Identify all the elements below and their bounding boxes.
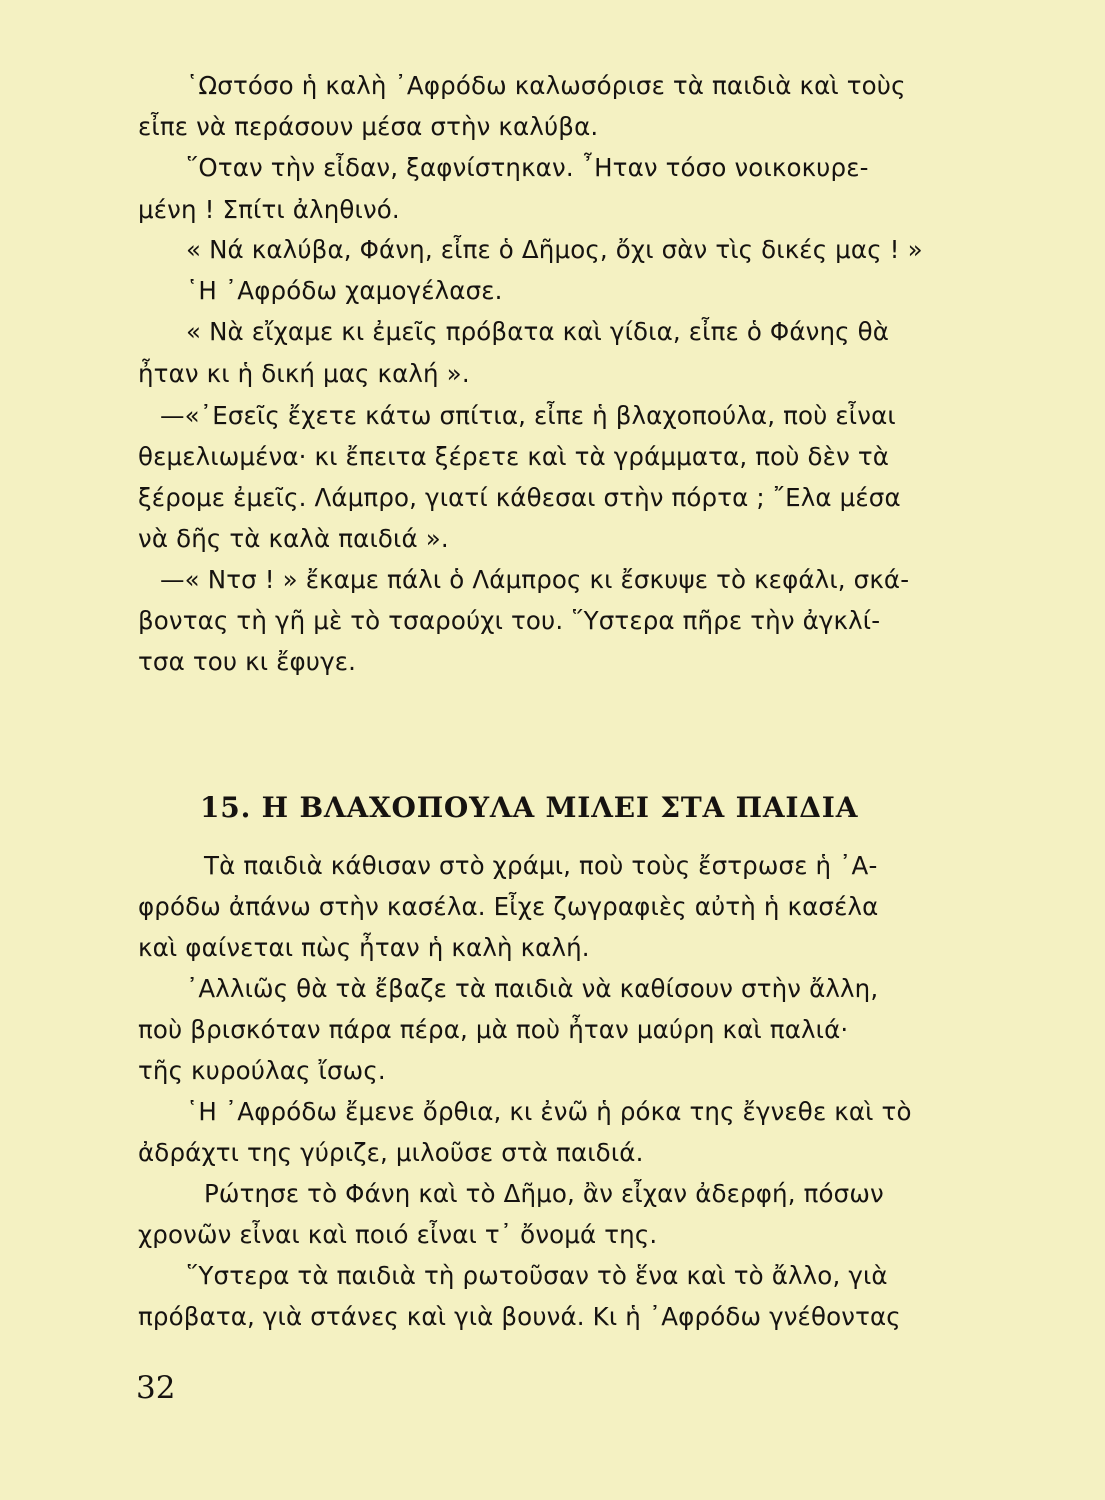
chapter-line-12: πρόβατα, γιὰ στάνες καὶ γιὰ βουνά. Κι ἡ ᾿Αφρόδω γνέθοντας bbox=[138, 1302, 901, 1331]
body-line-5: « Νά καλύβα, Φάνη, εἶπε ὁ Δῆμος, ὄχι σὰν τὶς δικές μας ! » bbox=[186, 235, 923, 264]
body-line-14: βοντας τὴ γῆ μὲ τὸ τσαρούχι του. ῞Υστερα πῆρε τὴν ἀγκλί- bbox=[138, 606, 881, 635]
chapter-heading: 15. Η ΒΛΑΧΟΠΟΥΛΑ ΜΙΛΕΙ ΣΤΑ ΠΑΙΔΙΑ bbox=[200, 791, 859, 824]
chapter-line-11: ῞Υστερα τὰ παιδιὰ τὴ ρωτοῦσαν τὸ ἕνα καὶ τὸ ἄλλο, γιὰ bbox=[186, 1261, 888, 1290]
body-line-8: ἦταν κι ἡ δική μας καλή ». bbox=[138, 359, 470, 388]
chapter-line-9: Ρώτησε τὸ Φάνη καὶ τὸ Δῆμο, ἂν εἶχαν ἀδερφή, πόσων bbox=[204, 1179, 884, 1208]
body-line-13: —« Ντσ ! » ἔκαμε πάλι ὁ Λάμπρος κι ἔσκυψε τὸ κεφάλι, σκά- bbox=[160, 565, 910, 594]
page-number: 32 bbox=[136, 1370, 176, 1406]
chapter-line-6: τῆς κυρούλας ἴσως. bbox=[138, 1056, 386, 1085]
chapter-line-1: Τὰ παιδιὰ κάθισαν στὸ χράμι, ποὺ τοὺς ἔστρωσε ἡ ᾿Α- bbox=[204, 851, 878, 880]
body-line-10: θεμελιωμένα· κι ἔπειτα ξέρετε καὶ τὰ γράμματα, ποὺ δὲν τὰ bbox=[138, 442, 890, 471]
chapter-line-3: καὶ φαίνεται πὼς ἦταν ἡ καλὴ καλή. bbox=[138, 933, 590, 962]
chapter-line-5: ποὺ βρισκόταν πάρα πέρα, μὰ ποὺ ἦταν μαύρη καὶ παλιά· bbox=[138, 1015, 849, 1044]
chapter-line-4: ᾿Αλλιῶς θὰ τὰ ἔβαζε τὰ παιδιὰ νὰ καθίσουν στὴν ἄλλη, bbox=[186, 974, 879, 1003]
body-line-2: εἶπε νὰ περάσουν μέσα στὴν καλύβα. bbox=[138, 112, 599, 141]
chapter-line-2: φρόδω ἀπάνω στὴν κασέλα. Εἶχε ζωγραφιὲς αὐτὴ ἡ κασέλα bbox=[138, 892, 879, 921]
body-line-7: « Νὰ εἴχαμε κι ἐμεῖς πρόβατα καὶ γίδια, εἶπε ὁ Φάνης θὰ bbox=[186, 317, 890, 346]
body-line-15: τσα του κι ἔφυγε. bbox=[138, 647, 357, 676]
body-line-12: νὰ δῆς τὰ καλὰ παιδιά ». bbox=[138, 524, 449, 553]
body-line-9: —«᾿Εσεῖς ἔχετε κάτω σπίτια, εἶπε ἡ βλαχοπούλα, ποὺ εἶναι bbox=[160, 401, 896, 430]
body-line-3: ῞Οταν τὴν εἶδαν, ξαφνίστηκαν. ῏Ηταν τόσο νοικοκυρε- bbox=[186, 153, 869, 182]
body-line-11: ξέρομε ἐμεῖς. Λάμπρο, γιατί κάθεσαι στὴν πόρτα ; ῎Ελα μέσα bbox=[138, 483, 901, 512]
chapter-line-10: χρονῶν εἶναι καὶ ποιό εἶναι τ᾿ ὄνομά της. bbox=[138, 1220, 658, 1249]
chapter-line-8: ἀδράχτι της γύριζε, μιλοῦσε στὰ παιδιά. bbox=[138, 1138, 644, 1167]
chapter-line-7: ῾Η ᾿Αφρόδω ἔμενε ὄρθια, κι ἐνῶ ἡ ρόκα της ἔγνεθε καὶ τὸ bbox=[186, 1097, 912, 1126]
body-line-6: ῾Η ᾿Αφρόδω χαμογέλασε. bbox=[186, 276, 503, 305]
body-line-4: μένη ! Σπίτι ἀληθινό. bbox=[138, 195, 400, 224]
body-line-1: ῾Ωστόσο ἡ καλὴ ᾿Αφρόδω καλωσόρισε τὰ παιδιὰ καὶ τοὺς bbox=[186, 71, 906, 100]
